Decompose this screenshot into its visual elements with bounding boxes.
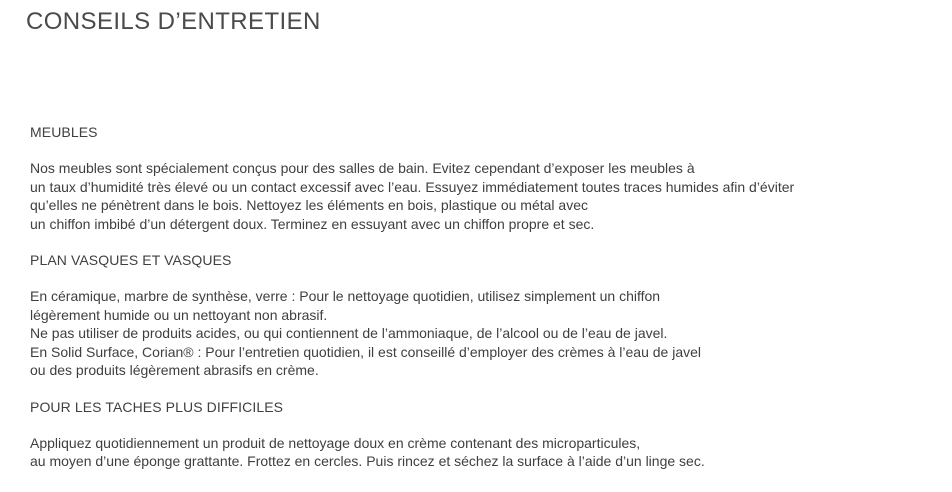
section-plan-vasques	[30, 251, 945, 380]
paragraph-line: Nos meubles sont spécialement conçus pour des salles de bain. Evitez cependant d’exposer les meubles à	[30, 160, 695, 176]
page-title: CONSEILS D’ENTRETIEN	[26, 8, 321, 35]
paragraph-line: Appliquez quotidiennement un produit de nettoyage doux en crème contenant des microparticules,	[30, 434, 641, 451]
paragraph-line: Ne pas utiliser de produits acides, ou qui contiennent de l’ammoniaque, de l’alcool ou de l’eau de javel.	[30, 325, 668, 341]
paragraph-line: En Solid Surface, Corian® : Pour l’entretien quotidien, il est conseillé d’employer des crèmes à l’eau de javel	[30, 343, 702, 360]
section-meubles	[30, 123, 945, 233]
paragraph-line: En céramique, marbre de synthèse, verre : Pour le nettoyage quotidien, utilisez simplement un chiffon	[30, 288, 661, 304]
paragraph-line: au moyen d’une éponge grattante. Frottez en cercles. Puis rincez et séchez la surface à l’aide d’un linge sec.	[30, 453, 705, 469]
section-heading: PLAN VASQUES ET VASQUES	[30, 252, 232, 268]
section-heading: MEUBLES	[30, 124, 98, 140]
care-advice-content	[30, 123, 945, 471]
section-paragraph	[30, 287, 945, 380]
section-heading: POUR LES TACHES PLUS DIFFICILES	[30, 398, 284, 415]
section-paragraph	[30, 434, 945, 471]
section-paragraph	[30, 159, 945, 233]
paragraph-line: un taux d’humidité très élevé ou un contact excessif avec l’eau. Essuyez immédiatement toutes traces humides afin d’éviter	[30, 178, 795, 195]
paragraph-line: légèrement humide ou un nettoyant non abrasif.	[30, 306, 328, 323]
paragraph-line: qu’elles ne pénètrent dans le bois. Nettoyez les éléments en bois, plastique ou métal avec	[30, 197, 589, 213]
paragraph-line: ou des produits légèrement abrasifs en crème.	[30, 362, 319, 378]
paragraph-line: un chiffon imbibé d’un détergent doux. Terminez en essuyant avec un chiffon propre et sec.	[30, 215, 595, 232]
section-taches-difficiles	[30, 398, 945, 471]
